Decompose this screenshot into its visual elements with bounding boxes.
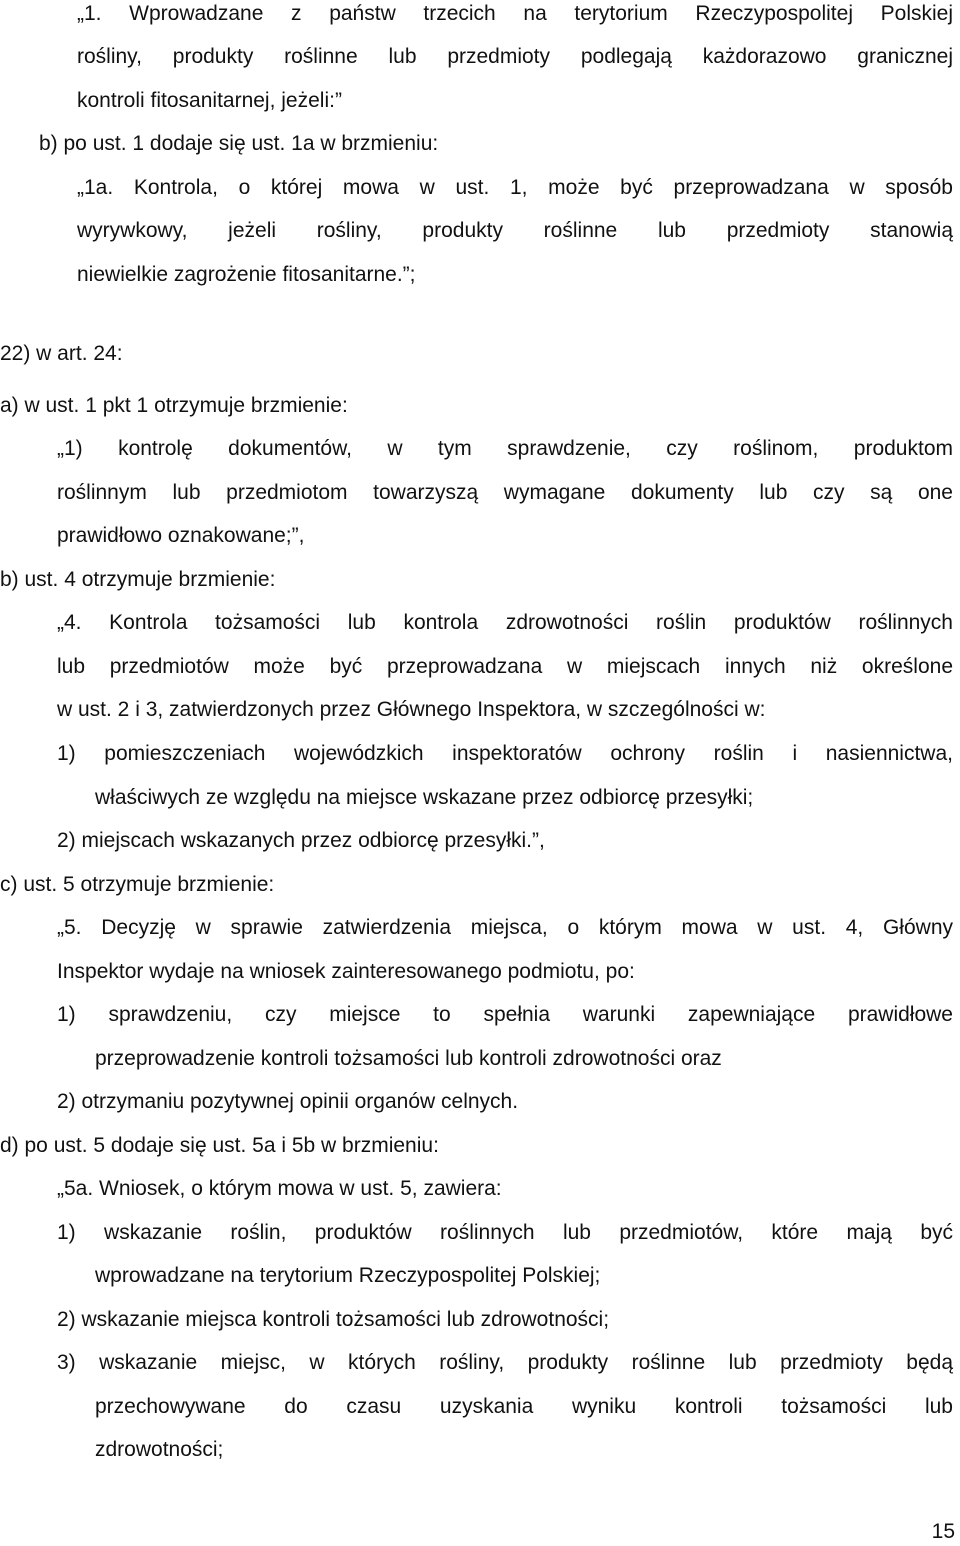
document-line: przechowywane do czasu uzyskania wyniku kontroli tożsamości lub xyxy=(95,1395,953,1418)
document-line: 2) otrzymaniu pozytywnej opinii organów celnych. xyxy=(57,1090,519,1113)
document-line: b) ust. 4 otrzymuje brzmienie: xyxy=(0,568,276,591)
document-line: c) ust. 5 otrzymuje brzmienie: xyxy=(0,873,275,896)
page-number: 15 xyxy=(931,1520,955,1543)
document-line: „1. Wprowadzane z państw trzecich na terytorium Rzeczypospolitej Polskiej xyxy=(77,2,953,25)
document-line: 2) miejscach wskazanych przez odbiorcę przesyłki.”, xyxy=(57,829,545,852)
document-line: przeprowadzenie kontroli tożsamości lub kontroli zdrowotności oraz xyxy=(95,1047,722,1070)
document-line: roślinnym lub przedmiotom towarzyszą wymagane dokumenty lub czy są one xyxy=(57,481,953,504)
document-line: lub przedmiotów może być przeprowadzana w miejscach innych niż określone xyxy=(57,655,953,678)
document-line: wprowadzane na terytorium Rzeczypospolitej Polskiej; xyxy=(95,1264,601,1287)
document-line: „5a. Wniosek, o którym mowa w ust. 5, zawiera: xyxy=(57,1177,502,1200)
document-line: „1a. Kontrola, o której mowa w ust. 1, może być przeprowadzana w sposób xyxy=(77,176,953,199)
document-line: „1) kontrolę dokumentów, w tym sprawdzenie, czy roślinom, produktom xyxy=(57,437,953,460)
document-line: właściwych ze względu na miejsce wskazane przez odbiorcę przesyłki; xyxy=(95,786,754,809)
document-line: 22) w art. 24: xyxy=(0,342,123,365)
document-line: rośliny, produkty roślinne lub przedmioty podlegają każdorazowo granicznej xyxy=(77,45,953,68)
document-line: niewielkie zagrożenie fitosanitarne.”; xyxy=(77,263,416,286)
document-line: prawidłowo oznakowane;”, xyxy=(57,524,305,547)
document-line: wyrywkowy, jeżeli rośliny, produkty roślinne lub przedmioty stanowią xyxy=(77,219,953,242)
document-line: 1) pomieszczeniach wojewódzkich inspektoratów ochrony roślin i nasiennictwa, xyxy=(57,742,953,765)
document-line: kontroli fitosanitarnej, jeżeli:” xyxy=(77,89,342,112)
document-line: 1) wskazanie roślin, produktów roślinnych lub przedmiotów, które mają być xyxy=(57,1221,953,1244)
document-line: „5. Decyzję w sprawie zatwierdzenia miejsca, o którym mowa w ust. 4, Główny xyxy=(57,916,953,939)
document-line: a) w ust. 1 pkt 1 otrzymuje brzmienie: xyxy=(0,394,348,417)
document-line: b) po ust. 1 dodaje się ust. 1a w brzmieniu: xyxy=(39,132,439,155)
document-line: 3) wskazanie miejsc, w których rośliny, produkty roślinne lub przedmioty będą xyxy=(57,1351,953,1374)
document-line: „4. Kontrola tożsamości lub kontrola zdrowotności roślin produktów roślinnych xyxy=(57,611,953,634)
document-line: w ust. 2 i 3, zatwierdzonych przez Głównego Inspektora, w szczególności w: xyxy=(57,698,766,721)
document-line: 1) sprawdzeniu, czy miejsce to spełnia warunki zapewniające prawidłowe xyxy=(57,1003,953,1026)
document-line: 2) wskazanie miejsca kontroli tożsamości lub zdrowotności; xyxy=(57,1308,610,1331)
document-line: zdrowotności; xyxy=(95,1438,224,1461)
document-line: d) po ust. 5 dodaje się ust. 5a i 5b w brzmieniu: xyxy=(0,1134,439,1157)
document-line: Inspektor wydaje na wniosek zainteresowanego podmiotu, po: xyxy=(57,960,635,983)
